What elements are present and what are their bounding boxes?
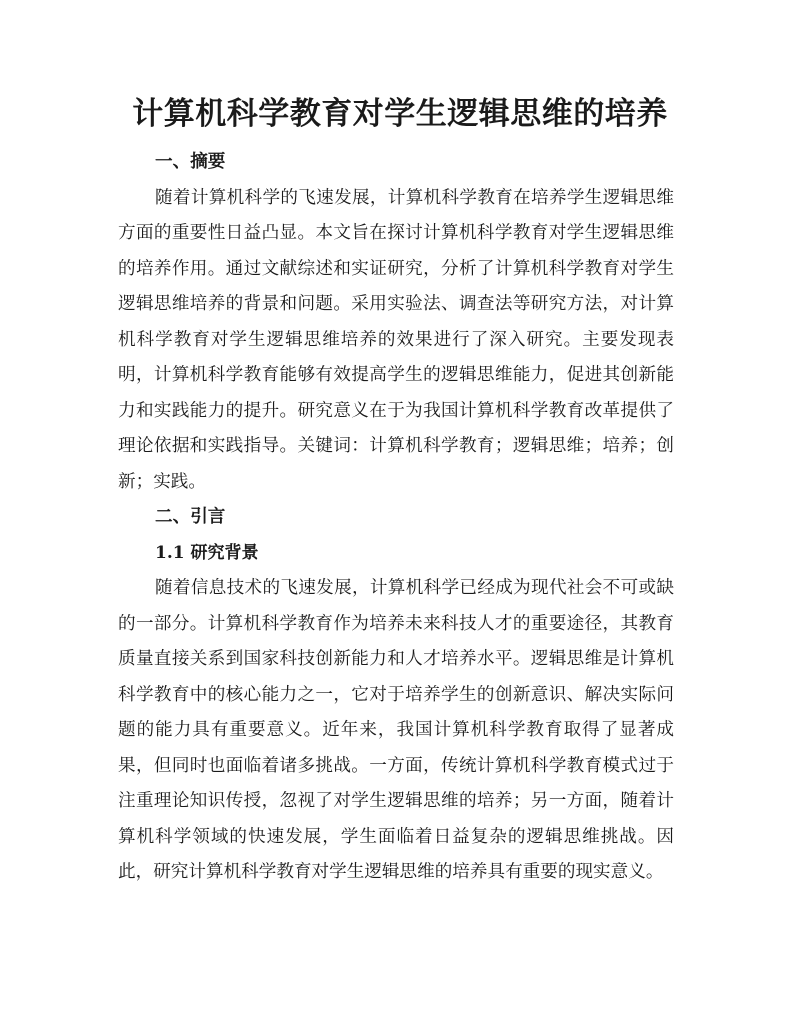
section-heading-introduction: 二、引言	[155, 507, 226, 527]
abstract-paragraph: 随着计算机科学的飞速发展，计算机科学教育在培养学生逻辑思维方面的重要性日益凸显。本文旨在探讨计算机科学教育对学生逻辑思维的培养作用。通过文献综述和实证研究，分析了计算机科学教育对学生逻辑思维培养的背景和问题。采用实验法、调查法等研究方法，对计算机科学教育对学生逻辑思维培养的效果进行了深入研究。主要发现表明，计算机科学教育能够有效提高学生的逻辑思维能力，促进其创新能力和实践能力的提升。研究意义在于为我国计算机科学教育改革提供了理论依据和实践指导。关键词：计算机科学教育；逻辑思维；培养；创新；实践。	[118, 187, 674, 492]
background-paragraph: 随着信息技术的飞速发展，计算机科学已经成为现代社会不可或缺的一部分。计算机科学教育作为培养未来科技人才的重要途径，其教育质量直接关系到国家科技创新能力和人才培养水平。逻辑思维是计算机科学教育中的核心能力之一，它对于培养学生的创新意识、解决实际问题的能力具有重要意义。近年来，我国计算机科学教育取得了显著成果，但同时也面临着诸多挑战。一方面，传统计算机科学教育模式过于注重理论知识传授，忽视了对学生逻辑思维的培养；另一方面，随着计算机科学领域的快速发展，学生面临着日益复杂的逻辑思维挑战。因此，研究计算机科学教育对学生逻辑思维的培养具有重要的现实意义。	[118, 578, 674, 882]
document-body	[118, 145, 674, 891]
document-title: 计算机科学教育对学生逻辑思维的培养	[132, 96, 668, 132]
section-heading-abstract: 一、摘要	[155, 152, 226, 172]
subsection-heading-background: 1.1 研究背景	[155, 542, 259, 563]
